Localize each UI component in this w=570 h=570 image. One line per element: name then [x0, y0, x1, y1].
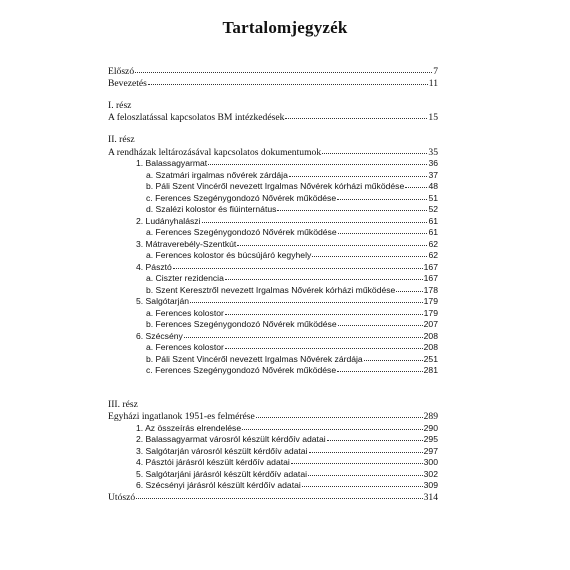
- dot-leader: [308, 468, 423, 476]
- part-heading-text: II. rész: [108, 134, 135, 145]
- dot-leader: [322, 146, 427, 154]
- dot-leader: [256, 410, 423, 418]
- dot-leader: [312, 249, 427, 257]
- dot-leader: [337, 192, 427, 200]
- toc-entry: [108, 238, 438, 250]
- dot-leader: [237, 238, 427, 246]
- toc-entry-text: A feloszlatással kapcsolatos BM intézkedések: [108, 112, 285, 123]
- dot-leader: [277, 203, 427, 211]
- toc-entry-text: 6. Szécsényi járásról készült kérdőív adatai: [136, 480, 301, 490]
- page-title: Tartalomjegyzék: [222, 18, 348, 37]
- toc-entry: [108, 422, 438, 434]
- toc-entry: [108, 203, 438, 215]
- part-heading: [108, 134, 438, 146]
- toc-entry-page: 52: [428, 204, 438, 214]
- toc-entry-page: 179: [423, 296, 438, 306]
- toc-entry-text: 3. Mátraverebély-Szentkút: [136, 238, 237, 249]
- toc-entry: [108, 272, 438, 284]
- toc-entry: [108, 284, 438, 296]
- toc-entry: [108, 468, 438, 480]
- toc-entry-page: 167: [423, 261, 438, 272]
- toc-entry: [108, 261, 438, 273]
- toc-entry-text: b. Ferences Szegénygondozó Nővérek működése: [146, 319, 337, 329]
- toc-entry-page: 309: [423, 480, 438, 490]
- toc-entry-text: 4. Pásztói járásról készült kérdőív adatai: [136, 457, 290, 467]
- toc-entry: [108, 192, 438, 204]
- toc-entry-page: 295: [423, 434, 438, 444]
- dot-leader: [337, 364, 423, 372]
- toc-entry-text: a. Ferences kolostor: [146, 307, 224, 318]
- toc-entry: [108, 249, 438, 261]
- dot-leader: [309, 445, 423, 453]
- dot-leader: [225, 272, 423, 280]
- toc-entry-page: 36: [428, 158, 438, 168]
- dot-leader: [173, 261, 423, 269]
- toc-entry-page: 7: [433, 66, 438, 77]
- toc-entry: [108, 226, 438, 238]
- toc-entry-text: 3. Salgótarján városról készült kérdőív adatai: [136, 445, 308, 456]
- dot-leader: [289, 169, 428, 177]
- toc-entry: [108, 215, 438, 227]
- toc-entry-text: a. Ferences Szegénygondozó Nővérek működése: [146, 227, 337, 237]
- toc-entry-text: Bevezetés: [108, 77, 147, 88]
- dot-leader: [327, 433, 423, 441]
- dot-leader: [338, 226, 428, 234]
- toc-entry-text: 2. Balassagyarmat városról készült kérdőív adatai: [136, 434, 326, 444]
- toc-entry: [108, 295, 438, 307]
- dot-leader: [291, 456, 423, 464]
- toc-entry-page: 167: [423, 273, 438, 283]
- toc-entry: [108, 456, 438, 468]
- dot-leader: [396, 284, 422, 292]
- toc-entry-page: 179: [423, 307, 438, 318]
- toc-entry-text: 2. Ludányhalászi: [136, 215, 201, 226]
- toc-entry-page: 302: [423, 468, 438, 479]
- toc-entry: [108, 433, 438, 445]
- toc-entry: [108, 146, 438, 158]
- toc-entry-text: c. Ferences Szegénygondozó Nővérek működése: [146, 192, 337, 203]
- toc-entry-text: Egyházi ingatlanok 1951-es felmérése: [108, 411, 255, 422]
- dot-leader: [338, 318, 423, 326]
- toc-entry-page: 61: [428, 215, 438, 226]
- toc-entry: [108, 330, 438, 342]
- dot-leader: [208, 157, 427, 165]
- toc-entry-page: 208: [423, 330, 438, 341]
- dot-leader: [225, 307, 423, 315]
- toc-entry: [108, 65, 438, 77]
- toc-entry-text: a. Ferences kolostor: [146, 342, 224, 352]
- dot-leader: [135, 65, 432, 73]
- toc-entry-page: 281: [423, 365, 438, 375]
- toc-entry: [108, 169, 438, 181]
- toc-entry-page: 289: [423, 411, 438, 422]
- dot-leader: [190, 295, 423, 303]
- toc-entry-page: 11: [428, 77, 438, 88]
- dot-leader: [184, 330, 423, 338]
- toc-entry-page: 62: [428, 250, 438, 260]
- toc-entry-page: 290: [423, 422, 438, 433]
- part-heading: [108, 100, 438, 112]
- toc-entry: [108, 157, 438, 169]
- toc-entry: [108, 364, 438, 376]
- dot-leader: [285, 111, 427, 119]
- toc-entry-text: 1. Az összeírás elrendelése: [136, 422, 242, 433]
- toc-entry-page: 207: [423, 319, 438, 329]
- dot-leader: [148, 77, 428, 85]
- dot-leader: [202, 215, 428, 223]
- toc-entry: [108, 180, 438, 192]
- toc-entry-page: 51: [428, 192, 438, 203]
- toc-entry-page: 314: [423, 491, 438, 502]
- dot-leader: [364, 353, 423, 361]
- toc-entry-page: 35: [428, 146, 438, 157]
- toc-entry-page: 62: [428, 238, 438, 249]
- toc-entry-text: a. Szatmári irgalmas nővérek zárdája: [146, 169, 288, 180]
- toc-entry-page: 15: [428, 112, 438, 123]
- toc-entry-page: 300: [423, 457, 438, 467]
- toc-entry-text: a. Ferences kolostor és búcsújáró kegyhely: [146, 250, 312, 260]
- toc-entry-page: 61: [428, 227, 438, 237]
- toc-entry-text: b. Páli Szent Vincéről nevezett Irgalmas Nővérek zárdája: [146, 353, 363, 364]
- dot-leader: [136, 491, 422, 499]
- toc-entry: [108, 479, 438, 491]
- toc-entry-text: b. Páli Szent Vincéről nevezett Irgalmas Nővérek kórházi működése: [146, 181, 405, 191]
- toc-entry-page: 48: [428, 181, 438, 191]
- toc-entry: [108, 318, 438, 330]
- toc-entry-text: 6. Szécsény: [136, 330, 183, 341]
- dot-leader: [302, 479, 423, 487]
- toc-entry-text: b. Szent Keresztről nevezett Irgalmas Nővérek kórházi működése: [146, 284, 396, 295]
- toc-entry: [108, 410, 438, 422]
- dot-leader: [242, 422, 423, 430]
- toc-entry: [108, 341, 438, 353]
- toc-entry: [108, 307, 438, 319]
- dot-leader: [405, 180, 427, 188]
- toc-entry-text: d. Szalézi kolostor és fiúinternátus: [146, 204, 277, 214]
- toc-entry-text: 5. Salgótarjáni járásról készült kérdőív adatai: [136, 468, 308, 479]
- toc-entry-text: 5. Salgótarján: [136, 296, 190, 306]
- toc-entry: [108, 111, 438, 123]
- toc-entry-page: 251: [423, 353, 438, 364]
- toc-entry-page: 208: [423, 342, 438, 352]
- dot-leader: [225, 341, 423, 349]
- toc-entry: [108, 491, 438, 503]
- toc-entry-text: 1. Balassagyarmat: [136, 158, 208, 168]
- toc-entry-page: 37: [428, 169, 438, 180]
- part-heading-text: I. rész: [108, 99, 132, 111]
- part-heading-text: III. rész: [108, 398, 138, 410]
- toc-entry-page: 178: [423, 284, 438, 295]
- toc-entry-text: c. Ferences Szegénygondozó Nővérek működése: [146, 365, 337, 375]
- toc-entry-page: 297: [423, 445, 438, 456]
- toc-entry-text: A rendházak leltározásával kapcsolatos dokumentumok: [108, 146, 322, 157]
- toc-entry: [108, 445, 438, 457]
- toc-entry: [108, 77, 438, 89]
- toc-entry: [108, 353, 438, 365]
- toc-entry-text: Előszó: [108, 66, 135, 77]
- toc-entry-text: Utószó: [108, 491, 136, 502]
- toc-entry-text: a. Ciszter rezidencia: [146, 273, 224, 283]
- toc-entry-text: 4. Pásztó: [136, 261, 172, 272]
- table-of-contents: [108, 65, 438, 502]
- part-heading: [108, 399, 438, 411]
